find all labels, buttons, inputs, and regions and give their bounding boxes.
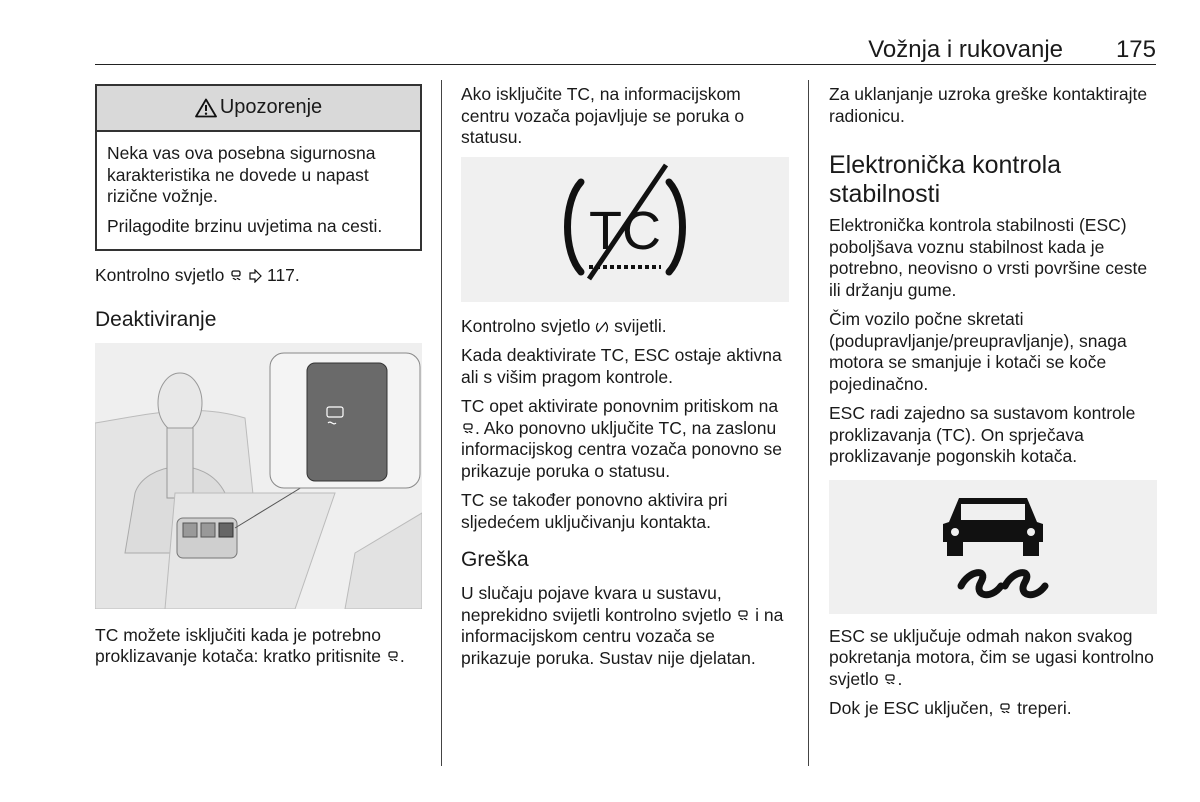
deactivate-instruction: TC možete isključiti kada je potrebno proklizavanje kotača: kratko pritisnite . xyxy=(95,624,405,666)
warning-triangle-icon xyxy=(195,98,217,118)
page-header xyxy=(95,30,1156,65)
column-3 xyxy=(829,84,1157,728)
tc-off-small-icon xyxy=(595,320,609,334)
tc-icon-label: TC xyxy=(589,200,661,261)
paragraph xyxy=(461,316,789,338)
warning-text: Neka vas ova posebna sigurnosna karakteristika ne dovede u napast rizične vožnje. xyxy=(107,143,376,206)
esc-skid-car-icon xyxy=(829,480,1157,614)
traction-control-icon xyxy=(461,422,475,436)
paragraph: ESC radi zajedno sa sustavom kontrole proklizavanja (TC). On sprječava proklizavanje pogonskih kotača. xyxy=(829,403,1136,466)
paragraph: Kada deaktivirate TC, ESC ostaje aktivna ali s višim pragom kontrole. xyxy=(461,345,782,387)
text: svijetli. xyxy=(614,315,667,336)
gear-shifter-image xyxy=(95,343,422,609)
page-number: 175 xyxy=(1115,36,1156,63)
column-2 xyxy=(461,84,789,677)
text: TC opet aktivirate ponovnim pritiskom na xyxy=(461,396,779,416)
traction-control-icon xyxy=(736,609,750,623)
traction-control-icon xyxy=(386,650,400,664)
paragraph: Čim vozilo počne skretati (podupravljanje/preupravljanje), snaga motora se smanjuje i kotači se koče pojedinačno. xyxy=(829,309,1127,394)
traction-control-icon xyxy=(229,269,243,283)
paragraph xyxy=(461,583,789,669)
text: treperi. xyxy=(1017,698,1072,718)
paragraph: Za uklanjanje uzroka greške kontaktirajte radionicu. xyxy=(829,84,1148,126)
heading-esc: Elektronička kontrola stabilnosti xyxy=(829,151,1062,208)
paragraph xyxy=(461,396,789,482)
text: Kontrolno svjetlo xyxy=(95,265,225,285)
warning-text: Prilagodite brzinu uvjetima na cesti. xyxy=(107,215,383,236)
warning-title: Upozorenje xyxy=(219,96,323,119)
paragraph: Elektronička kontrola stabilnosti (ESC) poboljšava voznu stabilnost kada je potrebno, neovisno o vrsti površine ceste ili držanju gume. xyxy=(829,215,1148,300)
text: TC možete isključiti kada je potrebno proklizavanje kotača: kratko pritisnite xyxy=(95,624,381,666)
warning-box xyxy=(95,84,422,251)
text: Kontrolno svjetlo xyxy=(461,315,591,336)
text: . Ako ponovno uključite TC, na zaslonu informacijskog centra vozača ponovno se prikazuje poruka o statusu. xyxy=(461,417,783,481)
warning-header xyxy=(97,86,420,132)
text: Dok je ESC uključen, xyxy=(829,698,994,718)
heading-deactivate: Deaktiviranje xyxy=(95,307,217,331)
section-title: Vožnja i rukovanje xyxy=(868,36,1063,63)
esc-small-icon xyxy=(883,673,897,687)
heading-error: Greška xyxy=(461,548,529,571)
text: i na informacijskom centru vozača se prikazuje poruka. Sustav nije djelatan. xyxy=(461,604,784,668)
text: ESC se uključuje odmah nakon svakog pokretanja motora, čim se ugasi kontrolno svjetlo xyxy=(829,625,1154,689)
page-reference[interactable]: 117. xyxy=(267,265,300,285)
paragraph: TC se također ponovno aktivira pri sljedećem uključivanju kontakta. xyxy=(461,490,728,532)
paragraph: Ako isključite TC, na informacijskom centru vozača pojavljuje se poruka o statusu. xyxy=(461,84,745,147)
column-divider xyxy=(441,80,442,766)
tc-off-indicator-image xyxy=(461,157,789,302)
esc-indicator-image xyxy=(829,480,1157,614)
console-illustration xyxy=(95,343,422,609)
esc-small-icon xyxy=(998,702,1012,716)
column-1 xyxy=(95,84,422,676)
text: U slučaju pojave kvara u sustavu, neprekidno svijetli kontrolno svjetlo xyxy=(461,583,732,625)
warning-body xyxy=(97,132,420,249)
paragraph xyxy=(829,698,1157,720)
column-divider xyxy=(808,80,809,766)
page-reference-arrow-icon xyxy=(248,269,262,283)
tc-off-icon xyxy=(461,157,789,302)
paragraph: ESC se uključuje odmah nakon svakog pokretanja motora, čim se ugasi kontrolno svjetlo . xyxy=(829,625,1154,689)
control-light-reference xyxy=(95,265,422,287)
